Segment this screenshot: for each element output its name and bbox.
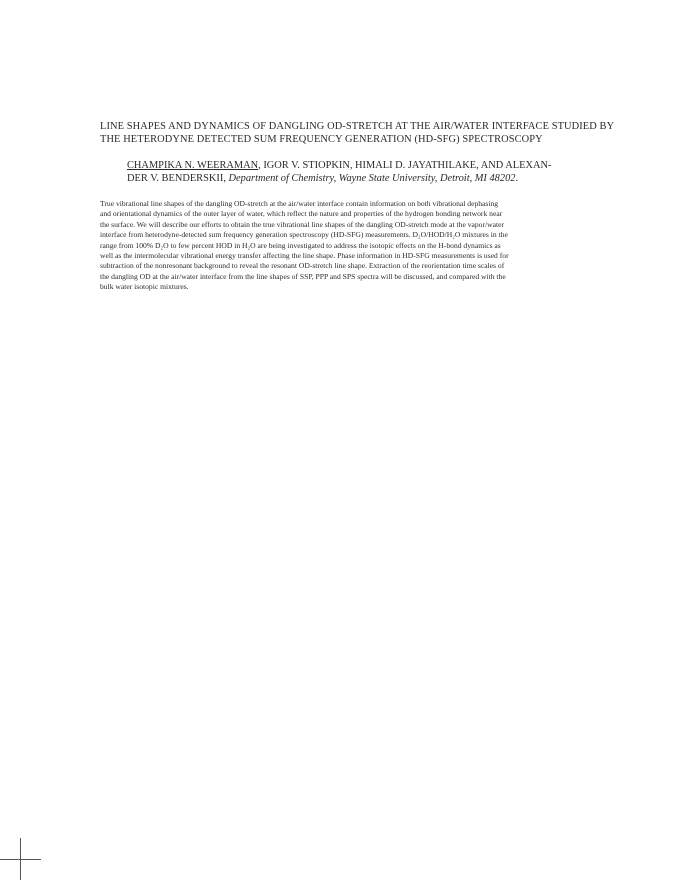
author-line (127, 172, 640, 185)
abstract-line: interface from heterodyne-detected sum frequency generation spectroscopy (HD-SFG) measurements. D₂O/HOD/H₂O mixtures in the (100, 230, 508, 240)
affiliation-end: . (515, 173, 519, 184)
title-line: THE HETERODYNE DETECTED SUM FREQUENCY GENERATION (HD-SFG) SPECTROSCOPY (100, 134, 543, 145)
crop-mark-horizontal (0, 859, 41, 860)
abstract-line: well as the intermolecular vibrational energy transfer affecting the line shape. Phase information in HD-SFG measurements is used for (100, 251, 509, 261)
abstract-line: the dangling OD at the air/water interface from the line shapes of SSP, PPP and SPS spectra will be discussed, and compared with the (100, 271, 506, 281)
abstract-line: bulk water isotopic mixtures. (100, 282, 189, 292)
abstract-line: range from 100% D₂O to few percent HOD in H₂O are being investigated to address the isotopic effects on the H-bond dynamics as (100, 240, 501, 250)
abstract-line: subtraction of the nonresonant background to reveal the resonant OD-stretch line shape. Extraction of the reorientation time scales of (100, 261, 505, 271)
presenting-author: CHAMPIKA N. WEERAMAN (127, 160, 259, 171)
abstract-page (100, 120, 640, 293)
affiliation: Department of Chemistry, Wayne State University, Detroit, MI 48202 (228, 173, 516, 184)
author-block (127, 159, 640, 185)
co-authors-continued: DER V. BENDERSKII, (127, 173, 229, 184)
author-line (127, 159, 640, 172)
abstract-body (100, 199, 640, 293)
abstract-line: True vibrational line shapes of the dangling OD-stretch at the air/water interface contain information on both vibrational dephasing (100, 199, 499, 208)
abstract-line: the surface. We will describe our efforts to obtain the true vibrational line shapes of the dangling OD-stretch mode at the vapor/water (100, 219, 504, 229)
title-line: LINE SHAPES AND DYNAMICS OF DANGLING OD-STRETCH AT THE AIR/WATER INTERFACE STUDIED BY (100, 121, 615, 132)
paper-title (100, 120, 640, 146)
co-authors: , IGOR V. STIOPKIN, HIMALI D. JAYATHILAKE, AND ALEXAN- (258, 160, 552, 171)
abstract-line: and orientational dynamics of the outer layer of water, which reflect the nature and properties of the hydrogen bonding network near (100, 209, 503, 219)
